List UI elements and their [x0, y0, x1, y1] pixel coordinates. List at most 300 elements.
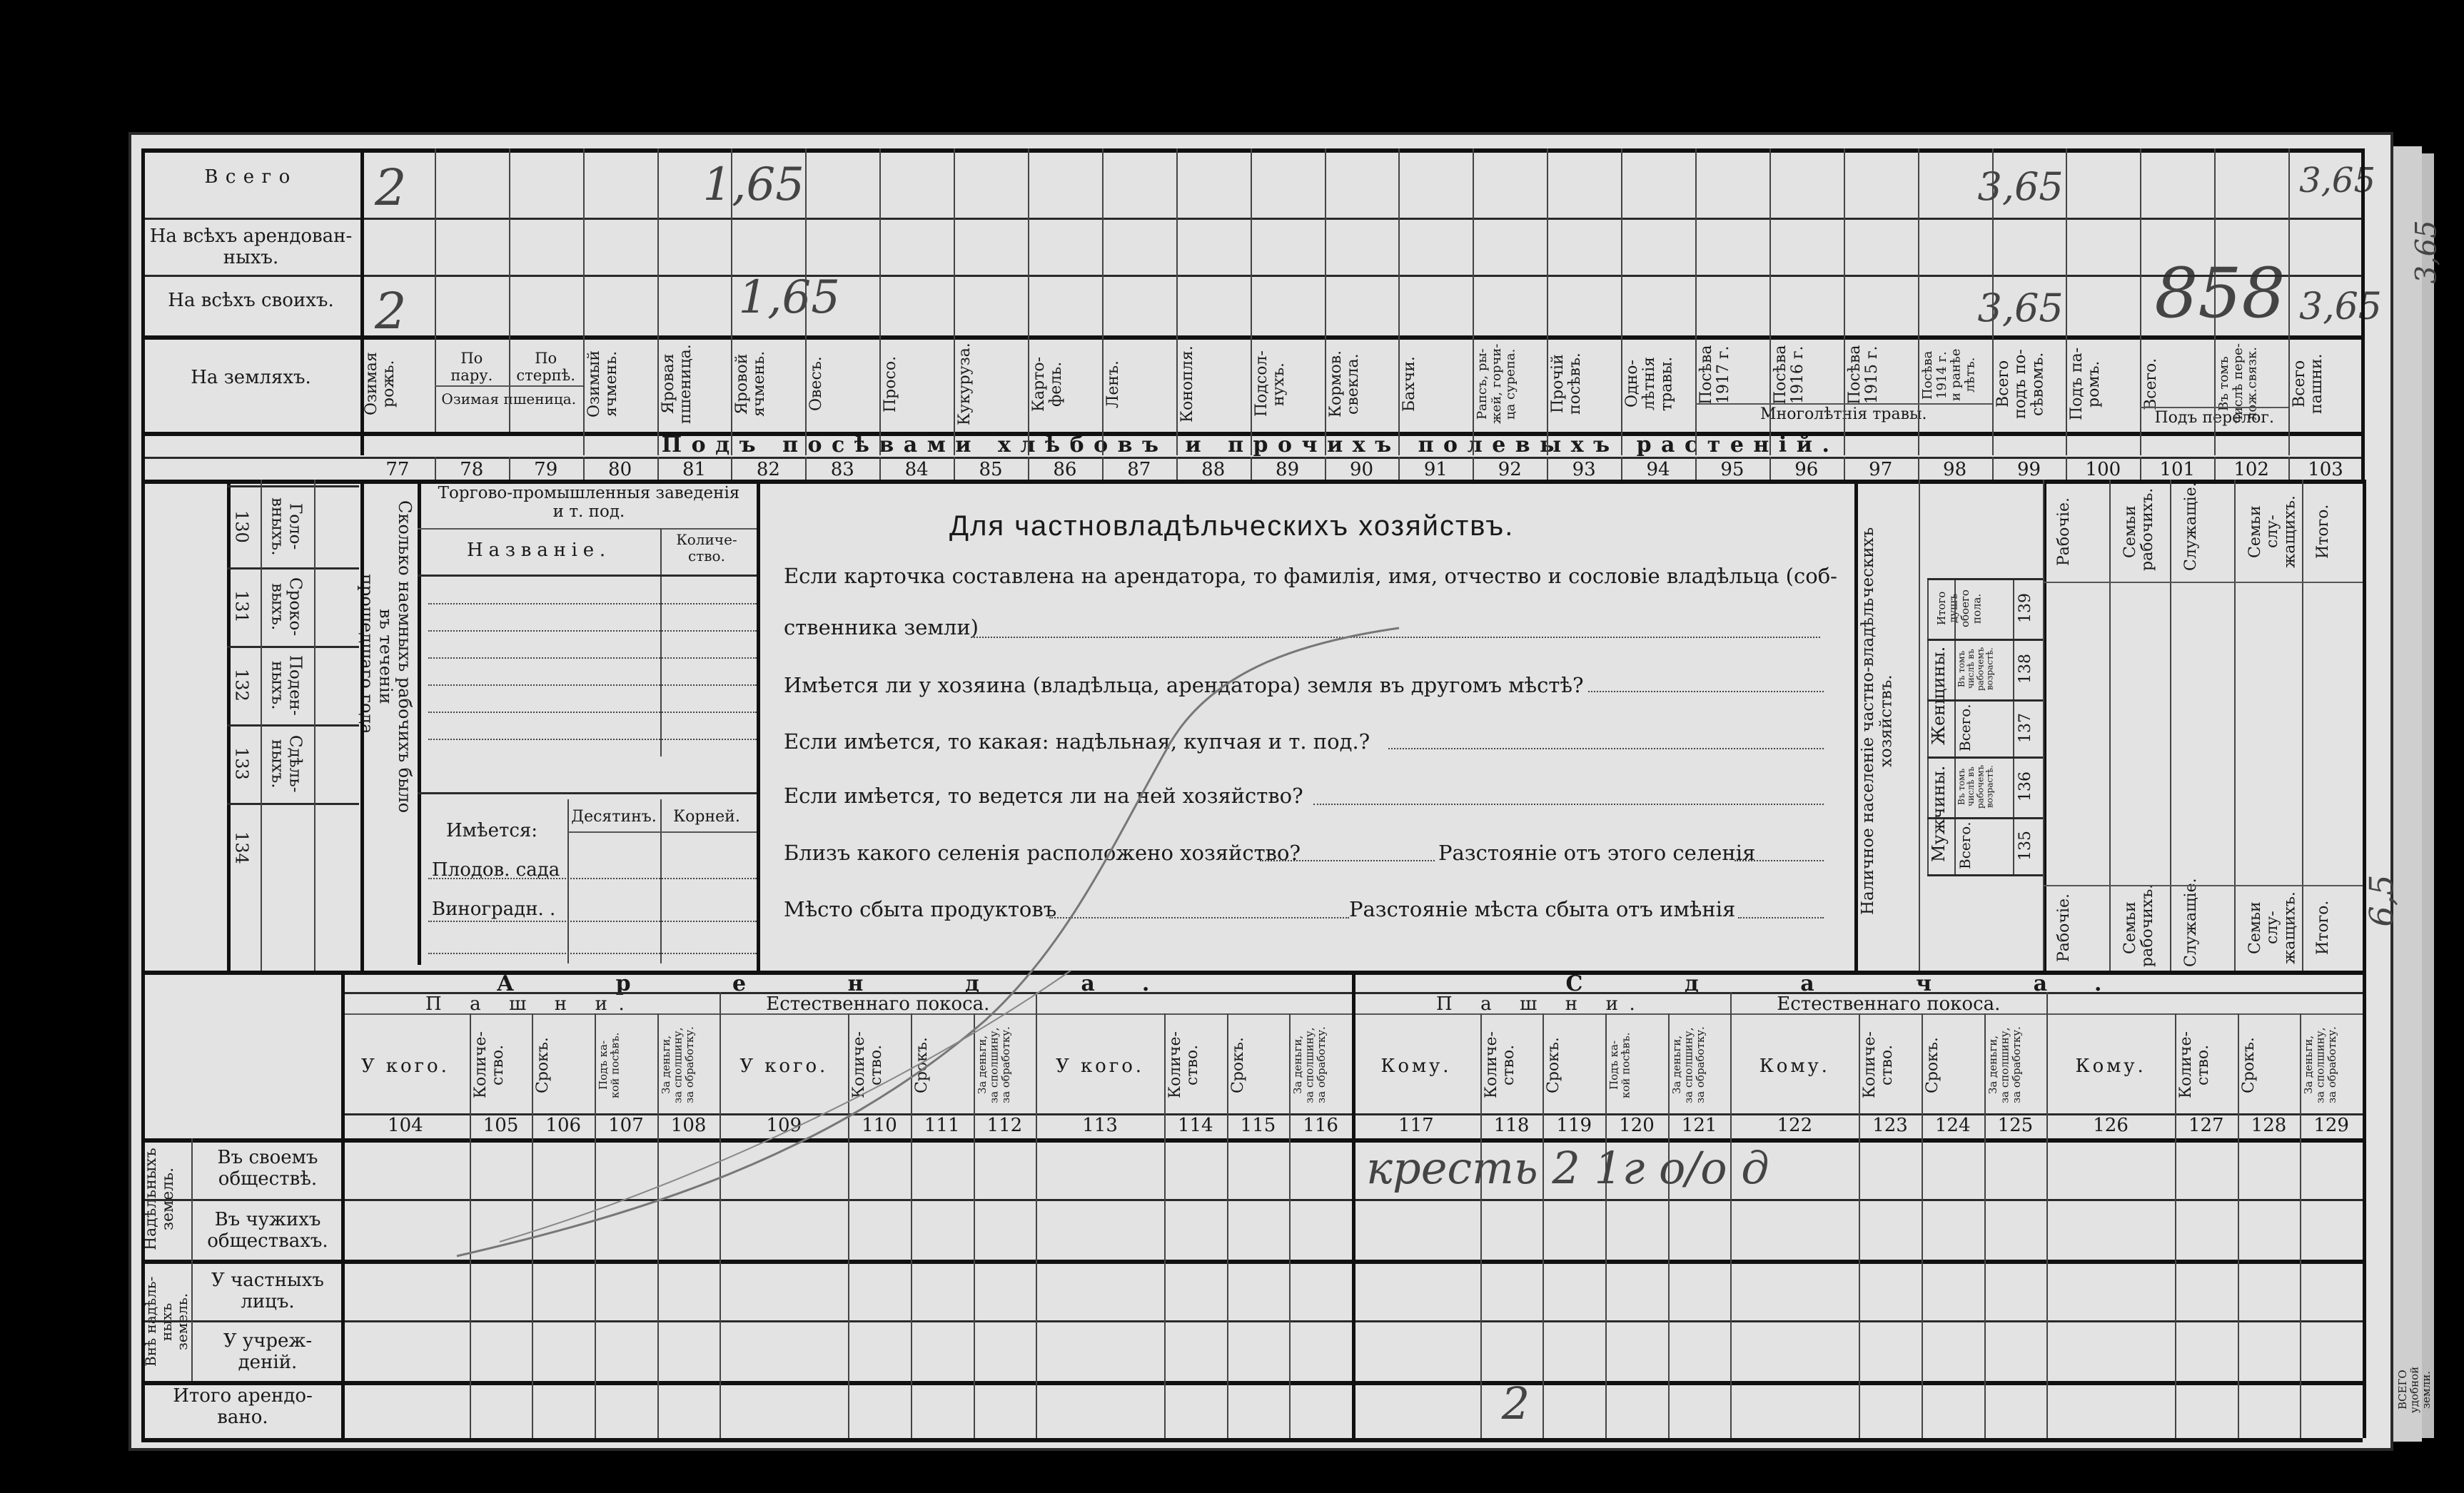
bottom-col-num: 104: [388, 1115, 423, 1136]
top-col-label: Яровой ячмень.: [733, 350, 769, 417]
top-col-label: Всего.: [2142, 358, 2161, 410]
pop-col-num: 139: [2016, 593, 2034, 624]
hired-col-num: 134: [231, 831, 252, 864]
col-rule: [532, 1013, 533, 1438]
top-row-label: На всѣхъ своихъ.: [168, 290, 334, 311]
col-rule: [1325, 457, 1326, 480]
col-rule: [719, 992, 721, 1438]
top-col-num: 96: [1794, 459, 1819, 480]
handwritten-entry: 2: [375, 282, 407, 340]
col-rule: [1919, 480, 1920, 971]
top-col-label: Посѣва 1917 г.: [1697, 345, 1733, 405]
col-rule: [1251, 457, 1252, 480]
bottom-col-label: Срокъ.: [2239, 1037, 2258, 1093]
right-col-header: Семьи слу- жащихъ.: [2246, 495, 2299, 568]
right-border: [2363, 971, 2366, 1438]
question-text: Если имѣется, то ведется ли на ней хозяйство?: [784, 784, 1303, 808]
row-rule: [1927, 874, 2043, 876]
col-rule: [470, 1013, 471, 1438]
top-col-label: Просо.: [882, 355, 900, 413]
vineyard-label: Виноградн. .: [432, 899, 556, 920]
col-rule: [191, 1138, 193, 1381]
rule: [141, 1381, 2363, 1385]
top-col-num: 87: [1127, 459, 1151, 480]
handwritten-entry: 3,65: [2299, 285, 2382, 328]
bottom-col-num: 113: [1082, 1115, 1118, 1136]
col-rule: [2013, 578, 2014, 874]
bottom-col-label: У кого.: [360, 1056, 450, 1077]
bottom-row-label: У учреж- денiй.: [223, 1330, 313, 1373]
top-col-label: Посѣва 1914 г. и ранѣе лѣтъ.: [1919, 348, 1978, 402]
col-rule: [1028, 148, 1029, 455]
top-col-label: Озимый ячмень.: [585, 350, 620, 417]
col-rule: [2214, 148, 2216, 455]
private-farms-title: Для частновладѣльческихъ хозяйствъ.: [949, 510, 1515, 542]
handwritten-entry: 2: [375, 158, 407, 217]
col-rule: [1547, 457, 1548, 480]
col-rule: [848, 1013, 849, 1438]
col-rule: [2288, 457, 2290, 480]
top-border: [141, 148, 2363, 153]
col-rule: [1227, 1013, 1228, 1438]
right-col-footer: Семьи слу- жащихъ.: [2246, 891, 2299, 964]
col-rule: [911, 1013, 912, 1438]
top-col-num: 85: [979, 459, 1003, 480]
bottom-row-label: У частныхъ лицъ.: [211, 1270, 324, 1312]
col-rule: [2302, 480, 2303, 971]
top-col-num: 81: [682, 459, 707, 480]
pop-col-num: 135: [2016, 831, 2034, 861]
bottom-col-label: Количе- ство.: [1861, 1031, 1897, 1099]
question-text: Мѣсто сбыта продуктовъ: [784, 897, 1057, 921]
bottom-col-num: 120: [1619, 1115, 1655, 1136]
dots: [428, 630, 757, 632]
col-rule: [1621, 457, 1622, 480]
question-text: Разстоянiе мѣста сбыта отъ имѣнiя: [1349, 897, 1736, 921]
handwritten-entry: 3,65: [2299, 161, 2375, 201]
handwritten-itogo: 2: [1501, 1377, 1530, 1429]
bottom-col-num: 114: [1177, 1115, 1213, 1136]
col-rule: [657, 457, 659, 480]
col-rule: [1918, 457, 1919, 480]
rule: [141, 1199, 2363, 1201]
trade-name-header: Названiе.: [467, 540, 611, 561]
answer-line: [1738, 917, 1824, 918]
trade-title: Торгово-промышленныя заведенiя и т. под.: [438, 484, 740, 522]
answer-line: [1735, 860, 1824, 861]
hired-workers-label: Сколько наемныхъ рабочихъ было въ теченiи прошедшаго года.: [357, 500, 415, 814]
col-rule: [805, 457, 807, 480]
right-border: [2361, 148, 2365, 480]
top-col-label: Овесъ.: [807, 356, 826, 412]
col-rule: [360, 148, 364, 455]
col-rule: [1398, 457, 1400, 480]
bottom-col-num: 124: [1934, 1115, 1971, 1136]
bottom-col-num: 118: [1493, 1115, 1530, 1136]
col-rule: [567, 799, 569, 963]
top-col-num: 98: [1943, 459, 1967, 480]
korney-header: Корней.: [673, 808, 740, 826]
hired-col-label: Поден- ныхъ.: [268, 654, 305, 716]
vsego-udobnoy-label: ВСЕГО удобной земли.: [2396, 1366, 2433, 1414]
bottom-col-label: Количе- ство.: [850, 1031, 886, 1099]
top-col-label: Карто- фель.: [1030, 356, 1066, 412]
rule: [141, 1138, 2363, 1143]
col-rule: [2046, 992, 2048, 1438]
top-col-num: 99: [2016, 459, 2041, 480]
left-border: [141, 971, 145, 1438]
bottom-col-num: 129: [2313, 1115, 2349, 1136]
col-rule: [1289, 1013, 1291, 1438]
col-rule: [435, 148, 436, 432]
top-col-num: 84: [904, 459, 929, 480]
pop-sub-label: Въ томъ числѣ въ рабочемъ возрастѣ.: [1956, 647, 1995, 692]
top-col-label: Бахчи.: [1400, 356, 1419, 412]
top-col-label: По стерпѣ.: [516, 350, 575, 385]
col-rule: [805, 148, 807, 455]
population-label: Наличное населенiе частно-владѣльческихъ хозяйствъ.: [1859, 527, 1896, 915]
bottom-row-label: Въ чужихъ обществахъ.: [207, 1209, 328, 1252]
col-rule: [261, 480, 262, 971]
vne-group-label: Внѣ надѣль- ныхъ земель.: [142, 1276, 191, 1367]
col-rule: [657, 148, 659, 455]
answer-line: [1260, 860, 1435, 861]
row-rule: [141, 335, 2363, 340]
arenda-pokos: Естественнаго покоса.: [766, 993, 990, 1015]
sdacha-pashni: П а ш н и.: [1436, 993, 1647, 1015]
pop-sub-label: Всего.: [1956, 704, 1974, 752]
col-rule: [1028, 457, 1029, 480]
col-rule: [1352, 971, 1355, 1438]
top-col-label: По пару.: [450, 350, 493, 385]
col-rule: [583, 148, 585, 455]
men-label: Мужчины.: [1929, 765, 1949, 862]
top-col-label: Ленъ.: [1104, 360, 1122, 408]
right-col-footer: Служащiе.: [2182, 878, 2200, 967]
bottom-col-num: 110: [862, 1115, 897, 1136]
col-rule: [1251, 148, 1252, 455]
rule: [428, 921, 757, 922]
col-rule: [1036, 992, 1037, 1438]
itogo-dush-label: Итого душъ обоего пола.: [1935, 589, 1984, 627]
bottom-col-label: За деньги, за сполшину, за обработку.: [659, 1026, 696, 1104]
handwritten-entry: 858: [2154, 253, 2286, 333]
col-rule: [1102, 457, 1104, 480]
row-rule: [1927, 699, 2043, 702]
col-rule: [2043, 480, 2044, 971]
right-col-header: Рабочiе.: [2055, 497, 2073, 567]
col-rule: [2175, 1013, 2176, 1438]
handwritten-rent-out: кресть 2 1г о/о д: [1366, 1142, 1769, 1194]
top-col-label: Кормов. свекла.: [1326, 350, 1362, 418]
row-rule: [227, 803, 359, 805]
row-rule: [141, 275, 2363, 277]
bottom-col-num: 112: [986, 1115, 1023, 1136]
rule: [141, 1260, 2363, 1264]
top-col-label: Озимая рожь.: [363, 352, 398, 416]
top-col-label: Посѣва 1915 г.: [1845, 345, 1881, 405]
col-rule: [1992, 457, 1994, 480]
bottom-col-label: Количе- ство.: [471, 1031, 507, 1099]
bottom-col-label: Срокъ.: [1545, 1037, 1563, 1093]
bottom-col-num: 123: [1872, 1115, 1908, 1136]
rule: [2043, 885, 2363, 886]
hired-col-label: Сдѣль- ныхъ.: [268, 734, 305, 793]
top-col-num: 90: [1349, 459, 1374, 480]
desyatin-header: Десятинъ.: [571, 808, 657, 826]
col-rule: [2214, 457, 2216, 480]
col-rule: [1844, 457, 1845, 480]
rule: [418, 792, 757, 794]
top-col-label: Посѣва 1916 г.: [1771, 345, 1807, 405]
col-rule: [954, 148, 955, 455]
col-rule: [1668, 1013, 1670, 1438]
col-rule: [657, 1013, 659, 1438]
top-col-label: Конопля.: [1178, 345, 1196, 422]
col-rule: [1398, 148, 1400, 455]
bottom-row-label: Въ своемъ обществѣ.: [217, 1147, 318, 1190]
col-rule: [1325, 148, 1326, 455]
top-col-num: 77: [385, 459, 410, 480]
top-col-num: 95: [1720, 459, 1745, 480]
col-rule: [314, 480, 315, 971]
bottom-col-label: Кому.: [1759, 1056, 1830, 1077]
col-rule: [879, 148, 881, 455]
top-col-num: 82: [756, 459, 780, 480]
pop-sub-label: Всего.: [1956, 821, 1974, 870]
answer-line: [1588, 691, 1824, 692]
bottom-col-label: За деньги, за сполшину, за обработку.: [2302, 1026, 2339, 1104]
bottom-col-label: Кому.: [2075, 1056, 2146, 1077]
right-col-header: Итого.: [2314, 504, 2332, 560]
top-col-num: 86: [1053, 459, 1077, 480]
rule: [428, 878, 757, 879]
group-rule: [1695, 403, 1992, 405]
left-border: [141, 480, 145, 971]
top-row-label: Всего: [204, 166, 298, 188]
bottom-col-label: За деньги, за сполшину, за обработку.: [1291, 1026, 1328, 1104]
question-text: Имѣется ли у хозяина (владѣльца, арендатора) земля въ другомъ мѣстѣ?: [784, 673, 1584, 697]
banner-top-rule: [141, 432, 2363, 436]
bottom-col-num: 117: [1398, 1115, 1434, 1136]
col-rule: [1164, 1013, 1166, 1438]
row-rule: [1927, 756, 2043, 759]
pop-col-num: 137: [2016, 713, 2034, 743]
col-rule: [1992, 148, 1994, 455]
col-rule: [1854, 480, 1858, 971]
top-col-num: 80: [608, 459, 632, 480]
handwritten-entry: 3,65: [1977, 285, 2064, 330]
left-border: [141, 148, 145, 480]
bottom-col-label: У кого.: [739, 1056, 829, 1077]
top-col-num: 88: [1201, 459, 1226, 480]
hired-col-num: 130: [231, 510, 252, 543]
bottom-col-num: 127: [2188, 1115, 2224, 1136]
col-rule: [2170, 480, 2171, 971]
col-rule: [1769, 457, 1771, 480]
col-rule: [583, 457, 585, 480]
col-rule: [1730, 992, 1732, 1438]
col-rule: [2066, 148, 2067, 455]
col-rule: [660, 528, 662, 756]
has-label: Имѣется:: [446, 820, 538, 841]
bottom-col-label: Срокъ.: [912, 1037, 931, 1093]
col-rule: [2140, 457, 2141, 480]
section-rule: [141, 480, 2363, 484]
col-rule: [2238, 1013, 2239, 1438]
bottom-col-num: 119: [1556, 1115, 1592, 1136]
rule: [567, 831, 757, 833]
col-rule: [2066, 457, 2067, 480]
col-rule: [2300, 1013, 2301, 1438]
pereleg-group-label: Подъ перелог.: [2154, 409, 2274, 427]
bottom-col-label: Срокъ.: [534, 1037, 552, 1093]
bottom-col-label: У кого.: [1056, 1056, 1144, 1077]
sdacha-pokos: Естественнаго покоса.: [1777, 993, 2001, 1015]
bottom-col-num: 105: [483, 1115, 519, 1136]
top-rule: [141, 971, 2363, 975]
bottom-col-label: Кому.: [1380, 1056, 1452, 1077]
right-col-footer: Рабочiе.: [2055, 894, 2073, 963]
hired-col-num: 132: [231, 669, 252, 702]
col-rule: [2109, 480, 2111, 971]
col-rule: [1695, 457, 1697, 480]
bottom-col-label: Количе- ство.: [1482, 1031, 1518, 1099]
top-col-label: Въ томъ числѣ пере- лож.связк.: [2216, 343, 2260, 425]
col-rule: [1542, 1013, 1544, 1438]
right-col-footer: Итого.: [2314, 900, 2332, 956]
right-col-header: Служащiе.: [2182, 482, 2200, 571]
col-rule: [1176, 148, 1178, 455]
top-col-label: Прочiй посѣвъ.: [1549, 353, 1585, 415]
question-text: Близъ какого селенiя расположено хозяйство?: [784, 841, 1301, 865]
col-rule: [418, 480, 421, 965]
bottom-col-label: Срокъ.: [1228, 1037, 1247, 1093]
rule: [141, 1320, 2363, 1322]
col-rule: [1922, 1013, 1923, 1438]
answer-line: [971, 637, 1820, 638]
trade-qty-header: Количе- ство.: [676, 531, 737, 565]
top-col-num: 97: [1869, 459, 1893, 480]
col-rule: [954, 457, 955, 480]
top-row-label: На всѣхъ арендован- ныхъ.: [149, 226, 353, 268]
dots: [428, 712, 757, 713]
hired-col-label: Голо- вныхъ.: [268, 497, 305, 556]
bottom-col-num: 108: [670, 1115, 707, 1136]
col-rule: [1954, 578, 1956, 874]
col-rule: [660, 799, 662, 963]
question-text: Если карточка составлена на арендатора, то фамилiя, имя, отчество и сословiе владѣльца (соб-: [784, 564, 1837, 588]
handwritten-entry: 1,65: [738, 271, 840, 324]
col-rule: [1473, 148, 1474, 455]
top-col-label: Всего подъ по- сѣвомъ.: [1994, 349, 2046, 419]
pop-col-num: 136: [2016, 771, 2034, 802]
row-rule: [141, 218, 2363, 220]
top-row-label: На земляхъ.: [191, 367, 311, 388]
top-col-num: 78: [460, 459, 484, 480]
bottom-col-num: 116: [1303, 1115, 1338, 1136]
col-rule: [731, 457, 732, 480]
top-col-num: 102: [2233, 459, 2269, 480]
col-rule: [2288, 148, 2290, 455]
col-rule: [974, 1013, 975, 1438]
col-rule: [1984, 1013, 1986, 1438]
bottom-col-num: 121: [1681, 1115, 1717, 1136]
itogo-arendovano: Итого арендо- вано.: [173, 1385, 313, 1428]
sdacha-header: С д а ч а.: [1565, 971, 2149, 996]
col-rule: [1769, 148, 1771, 455]
answer-line: [1388, 748, 1824, 749]
top-col-num: 100: [2085, 459, 2121, 480]
col-rule: [1473, 457, 1474, 480]
group-rule: [2140, 407, 2288, 408]
banner-bottom-rule: [141, 457, 2363, 459]
col-rule: [595, 1013, 596, 1438]
group-rule: [435, 385, 583, 387]
top-col-num: 91: [1423, 459, 1448, 480]
col-rule: [1859, 1013, 1860, 1438]
bottom-col-label: Подъ ка- кой посѣвъ.: [1607, 1032, 1632, 1098]
row-rule: [227, 724, 359, 727]
bottom-col-num: 125: [1997, 1115, 2034, 1136]
top-col-label: Одно- лѣтнiя травы.: [1623, 356, 1676, 412]
top-col-num: 79: [534, 459, 558, 480]
top-col-label: Подъ па- ромъ.: [2068, 347, 2104, 421]
top-col-num: 94: [1646, 459, 1670, 480]
col-rule: [1844, 148, 1845, 455]
arenda-header: А р е н д а.: [496, 971, 1197, 996]
question-text: ственника земли): [784, 615, 979, 639]
bottom-col-num: 106: [545, 1115, 582, 1136]
bottom-col-num: 128: [2251, 1115, 2287, 1136]
women-label: Женщины.: [1929, 646, 1949, 746]
top-col-label: Рапсъ, ры- жей, горчи- ца сурепа.: [1475, 343, 1518, 425]
answer-line: [1049, 917, 1349, 918]
col-rule: [341, 971, 345, 1438]
bottom-col-num: 126: [2093, 1115, 2129, 1136]
col-rule: [509, 148, 510, 432]
top-col-num: 89: [1276, 459, 1300, 480]
top-col-num: 103: [2308, 459, 2343, 480]
row-rule: [1927, 639, 2043, 641]
bottom-col-label: За деньги, за сполшину, за обработку.: [975, 1026, 1012, 1104]
bottom-col-label: За деньги, за сполшину, за обработку.: [1986, 1026, 2023, 1104]
hired-col-label: Сроко- выхъ.: [268, 577, 305, 637]
dots: [428, 684, 757, 686]
col-rule: [509, 457, 510, 480]
col-rule: [360, 480, 364, 971]
rule: [418, 528, 757, 530]
question-text: Если имѣется, то какая: надѣльная, купчая и т. под.?: [784, 729, 1370, 754]
col-rule: [1605, 1013, 1607, 1438]
handwritten-entry: 3,65: [1977, 164, 2064, 209]
answer-line: [1313, 804, 1824, 805]
bottom-col-label: За деньги, за сполшину, за обработку.: [1670, 1026, 1707, 1104]
bottom-col-label: Количе- ство.: [1166, 1031, 1202, 1099]
right-border: [2363, 480, 2366, 971]
top-col-num: 93: [1572, 459, 1596, 480]
pop-col-num: 138: [2016, 654, 2034, 684]
col-rule: [879, 457, 881, 480]
col-rule: [731, 148, 732, 455]
col-rule: [1695, 148, 1697, 455]
dots: [428, 657, 757, 659]
top-col-num: 83: [830, 459, 854, 480]
arenda-pashni: П а ш н и.: [425, 993, 636, 1015]
row-rule: [227, 646, 359, 648]
bottom-col-num: 107: [608, 1115, 644, 1136]
col-rule: [757, 480, 760, 971]
